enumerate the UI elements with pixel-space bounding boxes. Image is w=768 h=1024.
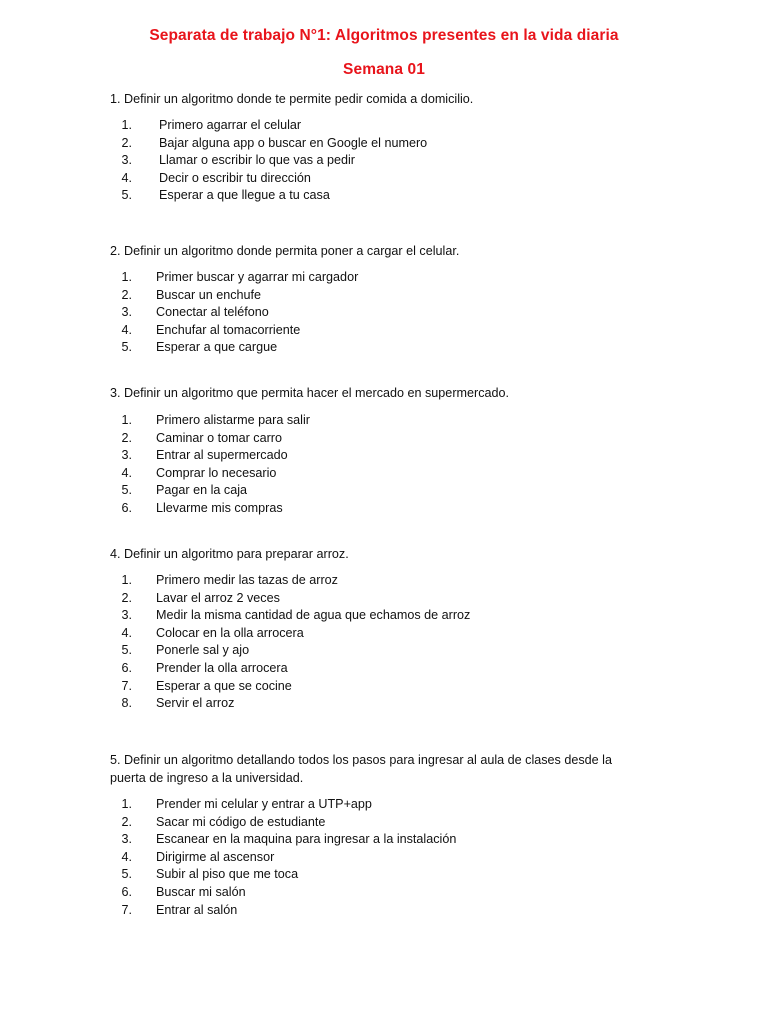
list-item [110,678,292,696]
step-number: 7. [121,678,132,693]
step-text: Bajar alguna app o buscar en Google el numero [159,135,428,150]
list-item [110,902,238,920]
step-number: 6. [121,884,132,899]
list-item [110,849,275,867]
list-item [110,695,235,713]
step-text: Buscar mi salón [156,884,246,899]
step-text: Sacar mi código de estudiante [156,814,326,829]
list-item [110,170,311,188]
step-number: 1. [121,270,132,284]
list-item [110,339,278,357]
step-number: 7. [121,902,132,917]
step-number: 5. [121,867,132,882]
step-text: Decir o escribir tu dirección [159,170,311,185]
question-4-steps [110,572,471,713]
document-title: Separata de trabajo N°1: Algoritmos presentes en la vida diaria [149,27,619,44]
step-number: 6. [121,660,132,675]
step-text: Primero medir las tazas de arroz [156,573,338,587]
step-text: Subir al piso que me toca [156,867,299,882]
step-number: 1. [121,797,132,811]
step-text: Primero agarrar el celular [159,118,302,132]
step-number: 5. [121,188,132,203]
question-2-prompt: 2. Definir un algoritmo donde permita poner a cargar el celular. [110,244,460,258]
step-text: Ponerle sal y ajo [156,643,250,658]
question-2-steps [110,269,359,357]
step-number: 1. [121,413,132,427]
list-item [110,625,304,643]
step-number: 1. [121,573,132,587]
step-text: Colocar en la olla arrocera [156,625,304,640]
step-number: 2. [121,135,132,150]
step-text: Llamar o escribir lo que vas a pedir [159,153,355,168]
list-item [110,447,288,465]
question-5-steps [110,796,457,919]
list-item [110,642,250,660]
step-text: Conectar al teléfono [156,305,269,320]
step-text: Entrar al supermercado [156,448,288,463]
step-number: 4. [121,465,132,480]
list-item [110,412,310,430]
step-number: 8. [121,696,132,711]
step-text: Escanear en la maquina para ingresar a la instalación [156,832,457,847]
list-item [110,884,246,902]
step-number: 4. [121,322,132,337]
step-number: 3. [121,448,132,463]
step-number: 2. [121,590,132,605]
step-number: 3. [121,153,132,168]
step-number: 6. [121,500,132,515]
step-number: 3. [121,832,132,847]
step-text: Lavar el arroz 2 veces [156,590,280,605]
step-number: 4. [121,170,132,185]
list-item [110,660,288,678]
list-item [110,287,262,305]
list-item [110,590,280,608]
list-item [110,322,301,340]
list-item [110,814,326,832]
step-number: 3. [121,608,132,623]
step-text: Buscar un enchufe [156,287,262,302]
list-item [110,866,299,884]
step-number: 3. [121,305,132,320]
list-item [110,135,428,153]
document-subtitle: Semana 01 [343,61,425,78]
list-item [110,117,302,135]
list-item [110,465,277,483]
step-text: Primero alistarme para salir [156,413,310,427]
step-text: Primer buscar y agarrar mi cargador [156,270,359,284]
list-item [110,482,248,500]
step-text: Caminar o tomar carro [156,430,282,445]
step-text: Entrar al salón [156,902,238,917]
step-number: 4. [121,625,132,640]
list-item [110,269,359,287]
step-text: Servir el arroz [156,696,235,711]
list-item [110,796,372,814]
step-text: Esperar a que cargue [156,340,278,355]
list-item [110,152,355,170]
step-text: Medir la misma cantidad de agua que echamos de arroz [156,608,471,623]
step-number: 5. [121,643,132,658]
step-text: Prender la olla arrocera [156,660,288,675]
question-3-steps [110,412,310,518]
step-text: Esperar a que se cocine [156,678,292,693]
list-item [110,430,282,448]
step-text: Esperar a que llegue a tu casa [159,188,330,203]
step-number: 2. [121,430,132,445]
question-3-prompt: 3. Definir un algoritmo que permita hacer el mercado en supermercado. [110,386,510,400]
step-number: 2. [121,287,132,302]
step-number: 1. [121,118,132,132]
list-item [110,572,338,590]
step-text: Dirigirme al ascensor [156,849,275,864]
step-text: Enchufar al tomacorriente [156,322,301,337]
list-item [110,187,330,205]
step-text: Llevarme mis compras [156,500,283,515]
step-text: Pagar en la caja [156,483,248,498]
list-item [110,500,283,518]
step-number: 4. [121,849,132,864]
step-number: 5. [121,483,132,498]
question-5-prompt: 5. Definir un algoritmo detallando todos los pasos para ingresar al aula de clases desde la puerta de ingreso a la universidad. [110,753,612,785]
list-item [110,831,457,849]
step-number: 5. [121,340,132,355]
step-text: Comprar lo necesario [156,465,277,480]
step-text: Prender mi celular y entrar a UTP+app [156,797,372,811]
list-item [110,304,269,322]
step-number: 2. [121,814,132,829]
question-4-prompt: 4. Definir un algoritmo para preparar arroz. [110,547,349,561]
question-1-prompt: 1. Definir un algoritmo donde te permite pedir comida a domicilio. [110,92,474,106]
question-1-steps [110,117,428,205]
list-item [110,607,471,625]
